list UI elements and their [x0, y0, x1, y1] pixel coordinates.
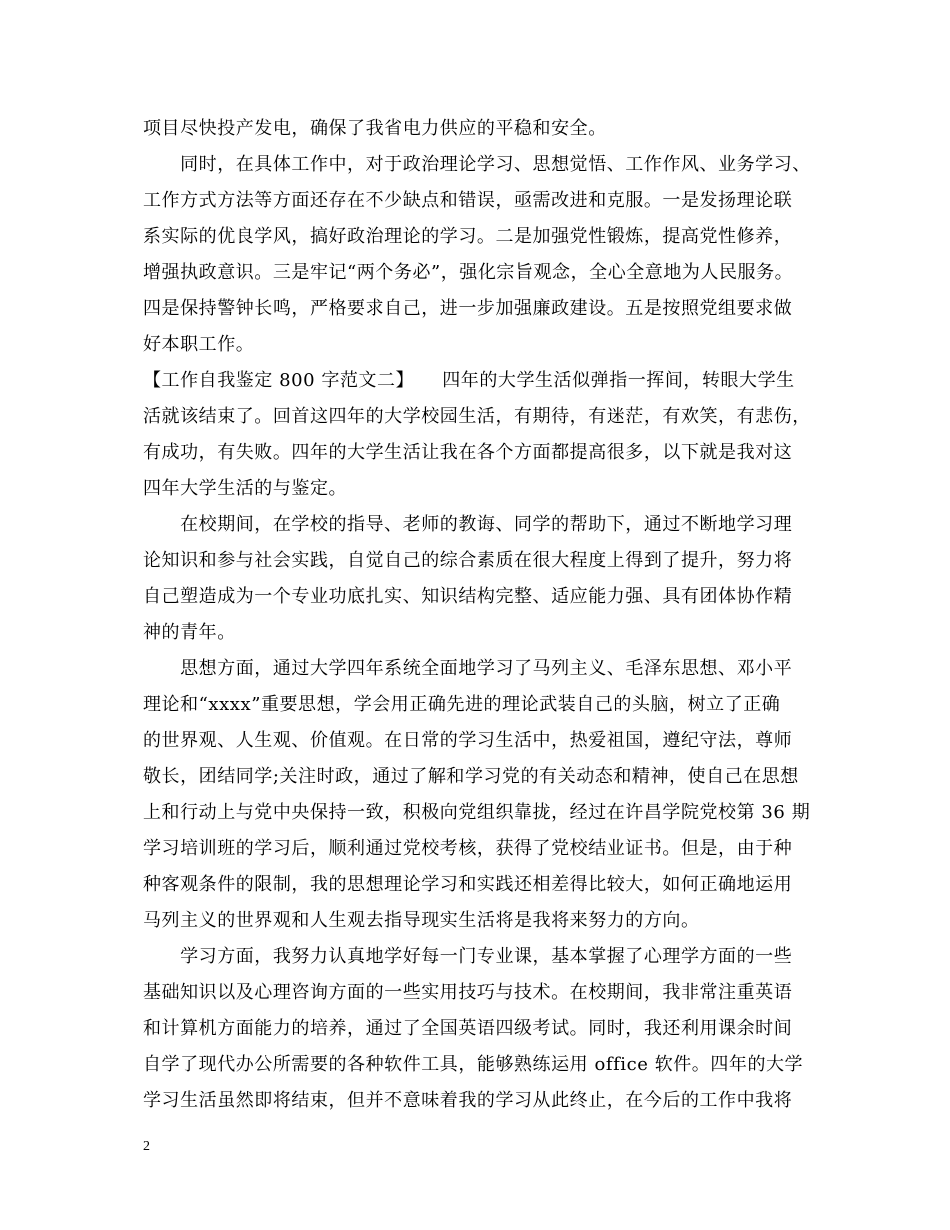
text-line: 马列主义的世界观和人生观去指导现实生活将是我将来努力的方向。: [143, 910, 700, 931]
text-line: 有成功，有失败。四年的大学生活让我在各个方面都提高很多，以下就是我对这: [143, 442, 793, 463]
text-line: 在校期间，在学校的指导、老师的教诲、同学的帮助下，通过不断地学习理: [143, 514, 793, 535]
text-line: 的世界观、人生观、价值观。在日常的学习生活中，热爱祖国，遵纪守法，尊师: [143, 730, 793, 751]
text-line: 自学了现代办公所需要的各种软件工具，能够熟练运用 office 软件。四年的大学: [143, 1054, 804, 1075]
text-line: 理论和“xxxx”重要思想，学会用正确先进的理论武装自己的头脑，树立了正确: [143, 694, 781, 715]
text-line: 和计算机方面能力的培养，通过了全国英语四级考试。同时，我还利用课余时间: [143, 1018, 793, 1039]
text-line: 学习培训班的学习后，顺利通过党校考核，获得了党校结业证书。但是，由于种: [143, 838, 793, 859]
text-line: 学习生活虽然即将结束，但并不意味着我的学习从此终止，在今后的工作中我将: [143, 1090, 793, 1111]
text-line: 项目尽快投产发电，确保了我省电力供应的平稳和安全。: [143, 118, 607, 139]
text-line: 学习方面，我努力认真地学好每一门专业课，基本掌握了心理学方面的一些: [143, 946, 793, 967]
text-line: 敬长，团结同学;关注时政，通过了解和学习党的有关动态和精神，使自己在思想: [143, 766, 799, 787]
text-line: 思想方面，通过大学四年系统全面地学习了马列主义、毛泽东思想、邓小平: [143, 658, 793, 679]
text-line: 论知识和参与社会实践，自觉自己的综合素质在很大程度上得到了提升，努力将: [143, 550, 793, 571]
text-line: 同时，在具体工作中，对于政治理论学习、思想觉悟、工作作风、业务学习、: [143, 154, 811, 175]
text-line: 工作方式方法等方面还存在不少缺点和错误，亟需改进和克服。一是发扬理论联: [143, 190, 793, 211]
text-line: 自己塑造成为一个专业功底扎实、知识结构完整、适应能力强、具有团体协作精: [143, 586, 793, 607]
page-number: 2: [143, 1139, 150, 1154]
section-heading-line: 【工作自我鉴定 800 字范文二】 四年的大学生活似弹指一挥间，转眼大学生: [143, 370, 795, 391]
text-line: 四年大学生活的与鉴定。: [143, 478, 348, 499]
text-line: 活就该结束了。回首这四年的大学校园生活，有期待，有迷茫，有欢笑，有悲伤，: [143, 406, 811, 427]
text-line: 神的青年。: [143, 622, 236, 643]
text-line: 种客观条件的限制，我的思想理论学习和实践还相差得比较大，如何正确地运用: [143, 874, 793, 895]
text-line: 基础知识以及心理咨询方面的一些实用技巧与技术。在校期间，我非常注重英语: [143, 982, 793, 1003]
text-line: 增强执政意识。三是牢记“两个务必”，强化宗旨观念，全心全意地为人民服务。: [143, 262, 794, 283]
text-line: 系实际的优良学风，搞好政治理论的学习。二是加强党性锻炼，提高党性修养，: [143, 226, 793, 247]
text-line: 上和行动上与党中央保持一致，积极向党组织靠拢，经过在许昌学院党校第 36 期: [143, 802, 811, 823]
text-line: 好本职工作。: [143, 334, 255, 355]
text-line: 四是保持警钟长鸣，严格要求自己，进一步加强廉政建设。五是按照党组要求做: [143, 298, 793, 319]
